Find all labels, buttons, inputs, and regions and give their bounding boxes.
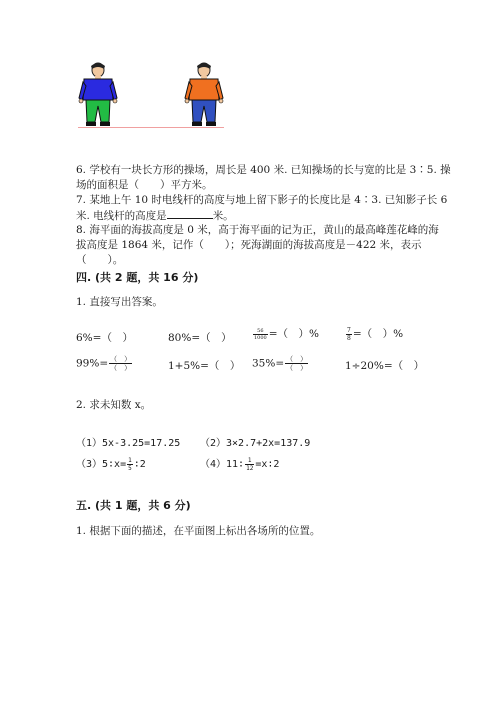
fraction-blank-c: $\frac{( )}{( )}$	[286, 355, 308, 372]
fraction-7-8: $\frac{7}{8}$	[347, 326, 351, 342]
section5-q1-title: 1. 根据下面的描述，在平面图上标出各场所的位置。	[76, 525, 321, 537]
q8-line2: 拔高度是 1864 米，记作（ ）；死海湖面的海拔高度是－422 米，表示	[76, 239, 422, 251]
q6-line2: 场的面积是（ ）平方米。	[76, 179, 213, 191]
answer-56-over-1000: $\frac{56}{1000}$ =（ ）%	[254, 327, 320, 341]
answer-7-over-8: $\frac{7}{8}$ =（ ）%	[347, 326, 404, 342]
q8-line1: 8. 海平面的海拔高度是 0 米，高于海平面的记为正，黄山的最高峰莲花峰的海	[76, 224, 439, 236]
section5-title: 五. (共 1 题，共 6 分)	[76, 499, 191, 512]
q8-line3: （ ）。	[76, 254, 124, 266]
section4-q1-title: 1. 直接写出答案。	[76, 296, 163, 308]
person-left-illustration	[78, 62, 118, 132]
fraction-1-12: $\frac{1}{12}$	[246, 456, 254, 472]
answer-99-percent: 99%= $\frac{( )}{( )}$	[76, 355, 132, 372]
q7-answer-blank[interactable]	[167, 208, 213, 219]
fraction-1-5: $\frac{1}{5}$	[128, 456, 132, 472]
section4-title: 四. (共 2 题，共 16 分)	[76, 271, 199, 284]
fraction-blank-a: $\frac{( )}{( )}$	[110, 355, 132, 372]
equation-2: （2）3×2.7+2x=137.9	[200, 438, 311, 449]
fraction-56-1000: $\frac{56}{1000}$	[254, 327, 267, 341]
equation-1: （1）5x-3.25=17.25	[76, 438, 181, 449]
section4-q2-title: 2. 求未知数 x。	[76, 399, 152, 411]
answer-80-percent: 80%=（ ）	[168, 332, 232, 344]
answer-1-plus-5-percent: 1+5%=（ ）	[168, 360, 241, 372]
equation-3: （3）5∶x= $\frac{1}{5}$ ∶2	[76, 456, 146, 472]
ground-line	[78, 127, 224, 128]
answer-1-div-20-percent: 1÷20%=（ ）	[345, 360, 425, 372]
answer-35-percent: 35%= $\frac{( )}{( )}$	[252, 355, 308, 372]
equation-4: （4）11∶ $\frac{1}{12}$ =x∶2	[200, 456, 280, 472]
q7-line2	[76, 208, 234, 223]
q7-line2-end: 米。	[212, 210, 234, 222]
q7-line2-text: 米. 电线杆的高度是	[76, 210, 167, 222]
person-right-illustration	[184, 62, 224, 132]
q7-line1: 7. 某地上午 10 时电线杆的高度与地上留下影子的长度比是 4∶3. 已知影子长 6	[76, 194, 448, 206]
q6-line1: 6. 学校有一块长方形的操场，周长是 400 米. 已知操场的长与宽的比是 3∶5. 操	[76, 164, 451, 176]
answer-6-percent: 6%=（ ）	[76, 332, 133, 344]
